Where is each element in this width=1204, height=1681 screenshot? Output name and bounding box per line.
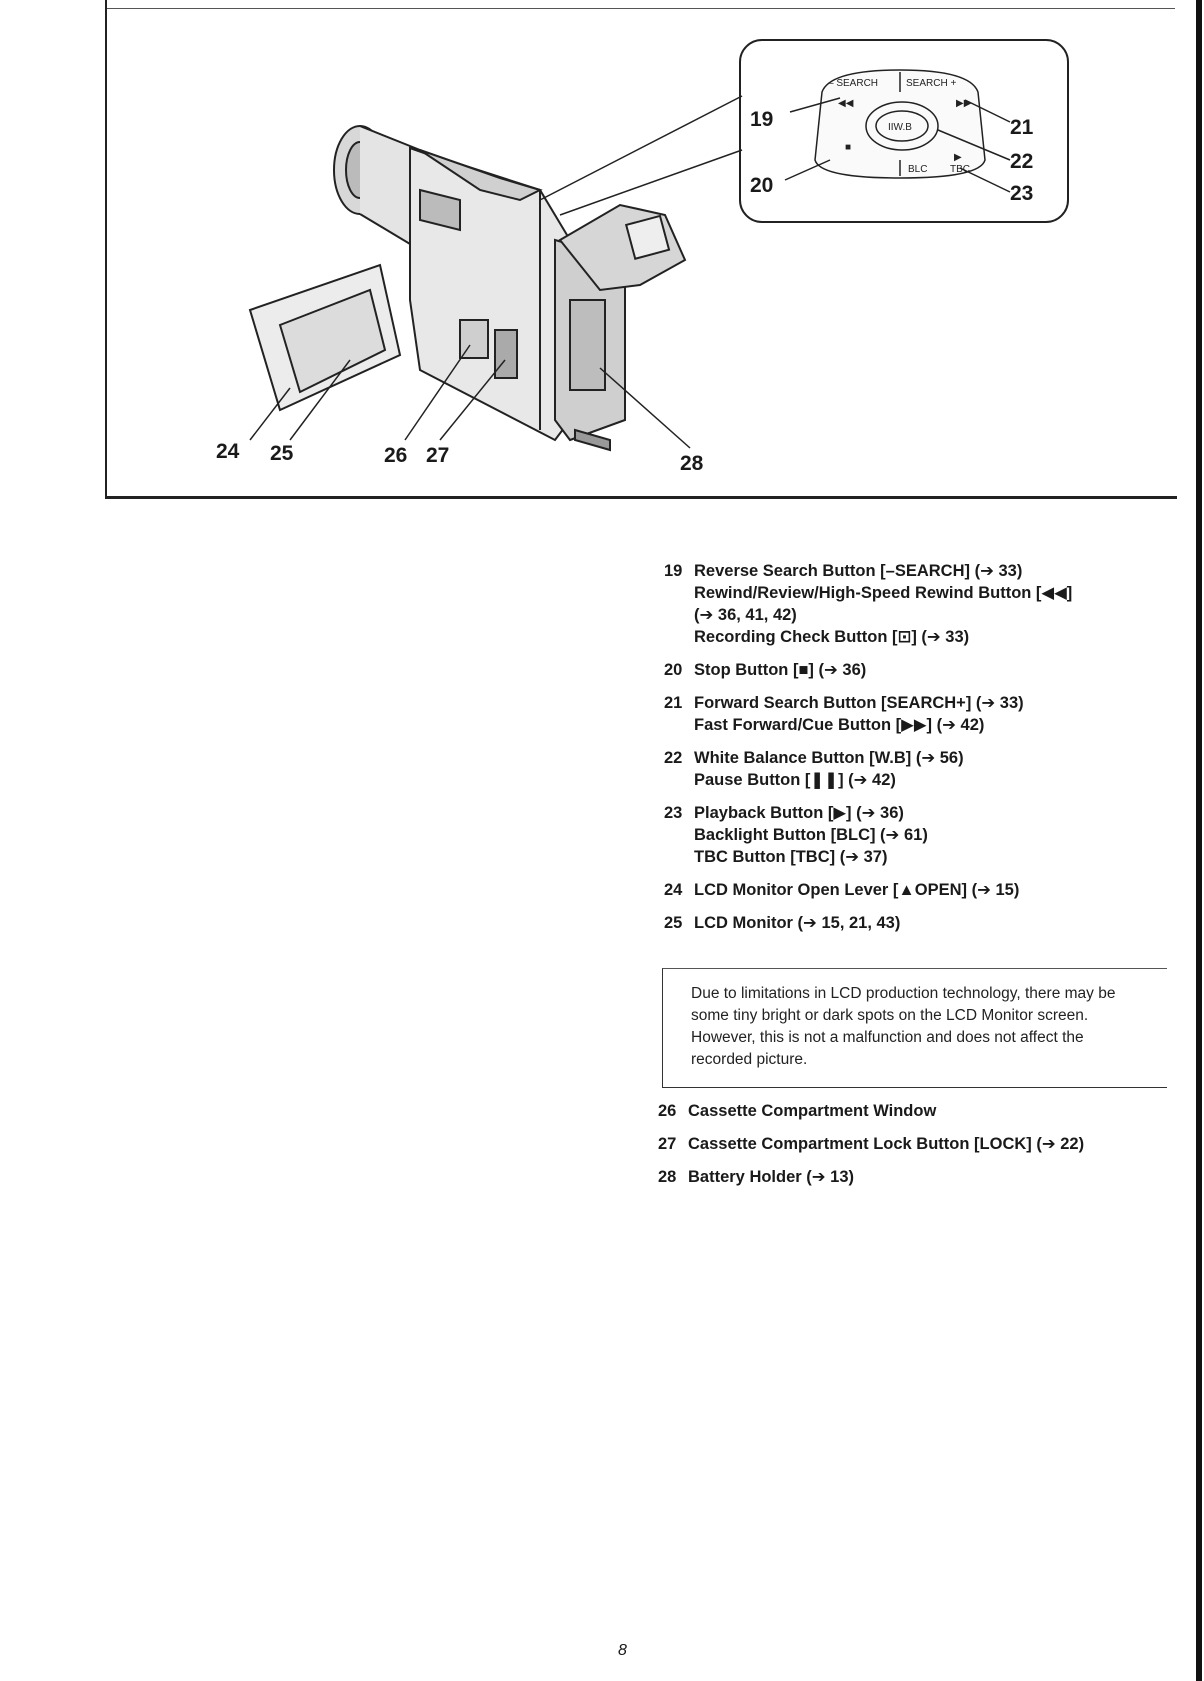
list-item <box>658 1133 1168 1155</box>
callout-27: 27 <box>426 444 450 467</box>
item-line: White Balance Button [W.B] (➔ 56) <box>694 749 964 767</box>
item-line: Pause Button [❚❚] (➔ 42) <box>694 771 896 789</box>
item-number: 24 <box>664 881 683 899</box>
camcorder-drawing <box>250 126 685 450</box>
parts-list-a <box>664 560 1174 945</box>
inset-wb-label: IIW.B <box>888 122 912 133</box>
item-number: 26 <box>658 1102 677 1120</box>
inset-fast-forward-icon: ▶▶ <box>956 98 972 109</box>
item-line: Backlight Button [BLC] (➔ 61) <box>694 826 928 844</box>
item-line: Reverse Search Button [–SEARCH] (➔ 33) <box>694 562 1023 580</box>
item-number: 23 <box>664 804 683 822</box>
camcorder-illustration <box>0 0 1204 500</box>
callout-21: 21 <box>1010 116 1034 139</box>
list-item <box>664 912 1174 934</box>
item-number: 22 <box>664 749 683 767</box>
item-line: LCD Monitor (➔ 15, 21, 43) <box>694 914 901 932</box>
inset-play-icon: ▶ <box>954 152 962 163</box>
note-text: Due to limitations in LCD production technology, there may be some tiny bright or dark spots on the LCD Monitor screen. However, this is not a malfunction and does not affect the recorded picture. <box>691 985 1116 1068</box>
callout-25: 25 <box>270 442 294 465</box>
item-line: Recording Check Button [⊡] (➔ 33) <box>694 628 970 646</box>
list-item <box>664 747 1174 791</box>
lcd-note-box <box>662 968 1167 1088</box>
item-line: (➔ 36, 41, 42) <box>694 606 797 624</box>
item-number: 20 <box>664 661 683 679</box>
inset-blc-label: BLC <box>908 164 928 175</box>
item-line: TBC Button [TBC] (➔ 37) <box>694 848 888 866</box>
item-number: 25 <box>664 914 683 932</box>
item-number: 28 <box>658 1168 677 1186</box>
page-number: 8 <box>618 1642 627 1659</box>
list-item <box>664 879 1174 901</box>
inset-tbc-label: TBC <box>950 164 970 175</box>
item-line: LCD Monitor Open Lever [▲OPEN] (➔ 15) <box>694 881 1020 899</box>
item-number: 19 <box>664 562 683 580</box>
list-item <box>664 802 1174 868</box>
item-line: Cassette Compartment Lock Button [LOCK] (➔ 22) <box>688 1135 1085 1153</box>
callout-22: 22 <box>1010 150 1034 173</box>
item-line: Playback Button [▶] (➔ 36) <box>694 804 904 822</box>
item-line: Battery Holder (➔ 13) <box>688 1168 855 1186</box>
item-number: 27 <box>658 1135 677 1153</box>
inset-minus-search-label: – SEARCH <box>828 78 879 89</box>
list-item <box>664 560 1174 648</box>
callout-23: 23 <box>1010 182 1034 205</box>
callout-26: 26 <box>384 444 408 467</box>
callout-24: 24 <box>216 440 240 463</box>
parts-list-b <box>658 1100 1168 1199</box>
item-line: Forward Search Button [SEARCH+] (➔ 33) <box>694 694 1024 712</box>
list-item <box>658 1166 1168 1188</box>
inset-rewind-icon: ◀◀ <box>838 98 854 109</box>
item-number: 21 <box>664 694 683 712</box>
callout-19: 19 <box>750 108 774 131</box>
inset-plus-search-label: SEARCH + <box>906 78 957 89</box>
item-line: Cassette Compartment Window <box>688 1102 937 1120</box>
list-item <box>664 692 1174 736</box>
inset-stop-icon: ■ <box>845 142 852 153</box>
item-line: Fast Forward/Cue Button [▶▶] (➔ 42) <box>694 716 985 734</box>
item-line: Stop Button [■] (➔ 36) <box>694 661 867 679</box>
list-item <box>658 1100 1168 1122</box>
callout-20: 20 <box>750 174 774 197</box>
item-line: Rewind/Review/High-Speed Rewind Button [◀◀] <box>694 584 1073 602</box>
callout-28: 28 <box>680 452 704 475</box>
list-item <box>664 659 1174 681</box>
